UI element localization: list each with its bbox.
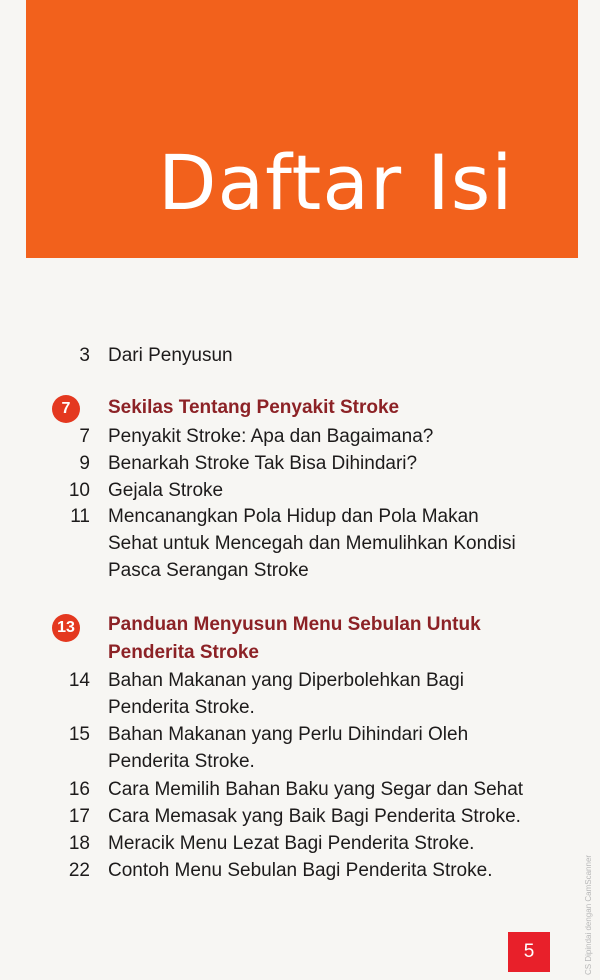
toc-page-number: 17	[68, 806, 90, 827]
toc-title: Contoh Menu Sebulan Bagi Penderita Stroke.	[108, 860, 493, 881]
toc-title: Bahan Makanan yang Diperbolehkan Bagi	[108, 670, 464, 691]
toc-page-number: 9	[79, 453, 90, 474]
toc-title: Cara Memasak yang Baik Bagi Penderita Stroke.	[108, 806, 521, 827]
section-title-2-line2: Penderita Stroke	[108, 642, 259, 663]
toc-title: Gejala Stroke	[108, 480, 224, 501]
toc-title: Sehat untuk Mencegah dan Memulihkan Kondisi	[108, 533, 516, 554]
toc-title: Dari Penyusun	[108, 345, 233, 366]
toc-page-number: 10	[68, 480, 90, 501]
toc-page-number: 16	[68, 779, 90, 800]
section-badge-13: 13	[52, 614, 80, 642]
toc-title: Penderita Stroke.	[108, 751, 255, 772]
toc-title: Penderita Stroke.	[108, 697, 255, 718]
toc-page-number: 3	[79, 345, 90, 366]
toc-title: Bahan Makanan yang Perlu Dihindari Oleh	[108, 724, 469, 745]
scanner-watermark: CS Dipindai dengan CamScanner	[584, 854, 593, 975]
toc-page-number: 14	[68, 670, 90, 691]
toc-page-number: 7	[79, 426, 90, 447]
toc-page-number: 15	[68, 724, 90, 745]
section-title-2-line1: Panduan Menyusun Menu Sebulan Untuk	[108, 614, 481, 635]
toc-page-number: 11	[70, 506, 90, 527]
toc-title: Penyakit Stroke: Apa dan Bagaimana?	[108, 426, 434, 447]
toc-page-number: 18	[68, 833, 90, 854]
toc-title: Mencanangkan Pola Hidup dan Pola Makan	[108, 506, 479, 527]
toc-title: Benarkah Stroke Tak Bisa Dihindari?	[108, 453, 418, 474]
section-badge-7: 7	[52, 395, 80, 423]
toc-page-number: 22	[68, 860, 90, 881]
section-title-1: Sekilas Tentang Penyakit Stroke	[108, 397, 400, 418]
toc-title: Meracik Menu Lezat Bagi Penderita Stroke.	[108, 833, 475, 854]
toc-title: Pasca Serangan Stroke	[108, 560, 309, 581]
page-title: Daftar Isi	[158, 138, 514, 227]
header-banner	[26, 0, 578, 258]
toc-title: Cara Memilih Bahan Baku yang Segar dan Sehat	[108, 779, 524, 800]
page-number: 5	[508, 932, 550, 972]
